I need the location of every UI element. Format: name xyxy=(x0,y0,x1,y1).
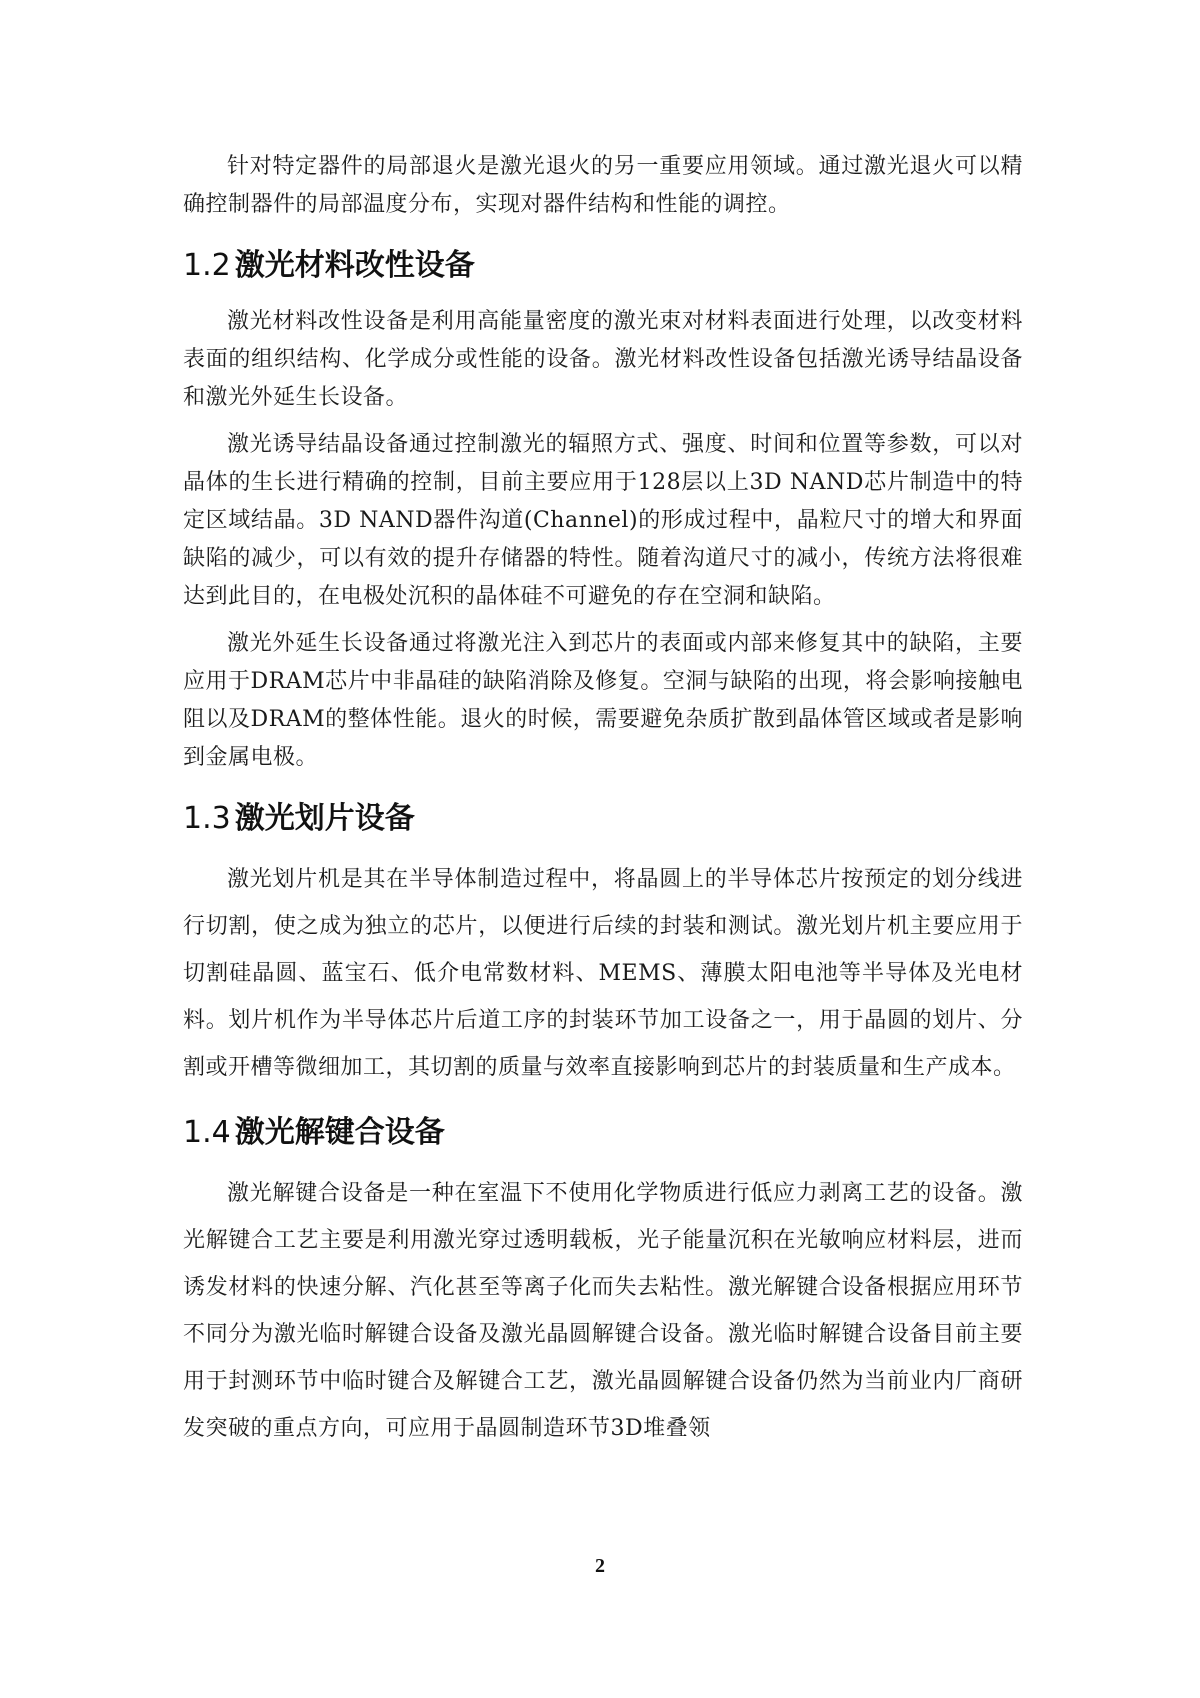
section-heading-1-3 xyxy=(183,799,1023,839)
page-number: 2 xyxy=(595,1555,605,1577)
page-content xyxy=(183,148,1023,1461)
section-number: 1.3 xyxy=(183,801,231,836)
paragraph-laser-induced-crystallization: 激光诱导结晶设备通过控制激光的辐照方式、强度、时间和位置等参数，可以对晶体的生长进行精确的控制，目前主要应用于128层以上3D NAND芯片制造中的特定区域结晶。3D NAND器件沟道(Channel)的形成过程中，晶粒尺寸的增大和界面缺陷的减少，可以有效的提升存储器的特性。随着沟道尺寸的减小，传统方法将很难达到此目的，在电极处沉积的晶体硅不可避免的存在空洞和缺陷。 xyxy=(183,432,1023,609)
paragraph-laser-epitaxial-growth: 激光外延生长设备通过将激光注入到芯片的表面或内部来修复其中的缺陷，主要应用于DRAM芯片中非晶硅的缺陷消除及修复。空洞与缺陷的出现，将会影响接触电阻以及DRAM的整体性能。退火的时候，需要避免杂质扩散到晶体管区域或者是影响到金属电极。 xyxy=(183,631,1023,770)
section-heading-1-2 xyxy=(183,246,1023,286)
section-number: 1.4 xyxy=(183,1115,231,1150)
section-title: 激光解键合设备 xyxy=(234,1115,445,1150)
paragraph-laser-dicing: 激光划片机是其在半导体制造过程中，将晶圆上的半导体芯片按预定的划分线进行切割，使之成为独立的芯片，以便进行后续的封装和测试。激光划片机主要应用于切割硅晶圆、蓝宝石、低介电常数材料、MEMS、薄膜太阳电池等半导体及光电材料。划片机作为半导体芯片后道工序的封装环节加工设备之一，用于晶圆的划片、分割或开槽等微细加工，其切割的质量与效率直接影响到芯片的封装质量和生产成本。 xyxy=(183,867,1023,1080)
section-number: 1.2 xyxy=(183,248,231,283)
paragraph-material-modification-intro: 激光材料改性设备是利用高能量密度的激光束对材料表面进行处理，以改变材料表面的组织结构、化学成分或性能的设备。激光材料改性设备包括激光诱导结晶设备和激光外延生长设备。 xyxy=(183,309,1023,410)
section-title: 激光材料改性设备 xyxy=(234,248,475,283)
paragraph-laser-debonding: 激光解键合设备是一种在室温下不使用化学物质进行低应力剥离工艺的设备。激光解键合工艺主要是利用激光穿过透明载板，光子能量沉积在光敏响应材料层，进而诱发材料的快速分解、汽化甚至等离子化而失去粘性。激光解键合设备根据应用环节不同分为激光临时解键合设备及激光晶圆解键合设备。激光临时解键合设备目前主要用于封测环节中临时键合及解键合工艺，激光晶圆解键合设备仍然为当前业内厂商研发突破的重点方向，可应用于晶圆制造环节3D堆叠领 xyxy=(183,1181,1023,1441)
section-heading-1-4 xyxy=(183,1113,1023,1153)
paragraph-local-annealing: 针对特定器件的局部退火是激光退火的另一重要应用领域。通过激光退火可以精确控制器件的局部温度分布，实现对器件结构和性能的调控。 xyxy=(183,154,1023,217)
section-title: 激光划片设备 xyxy=(234,801,415,836)
